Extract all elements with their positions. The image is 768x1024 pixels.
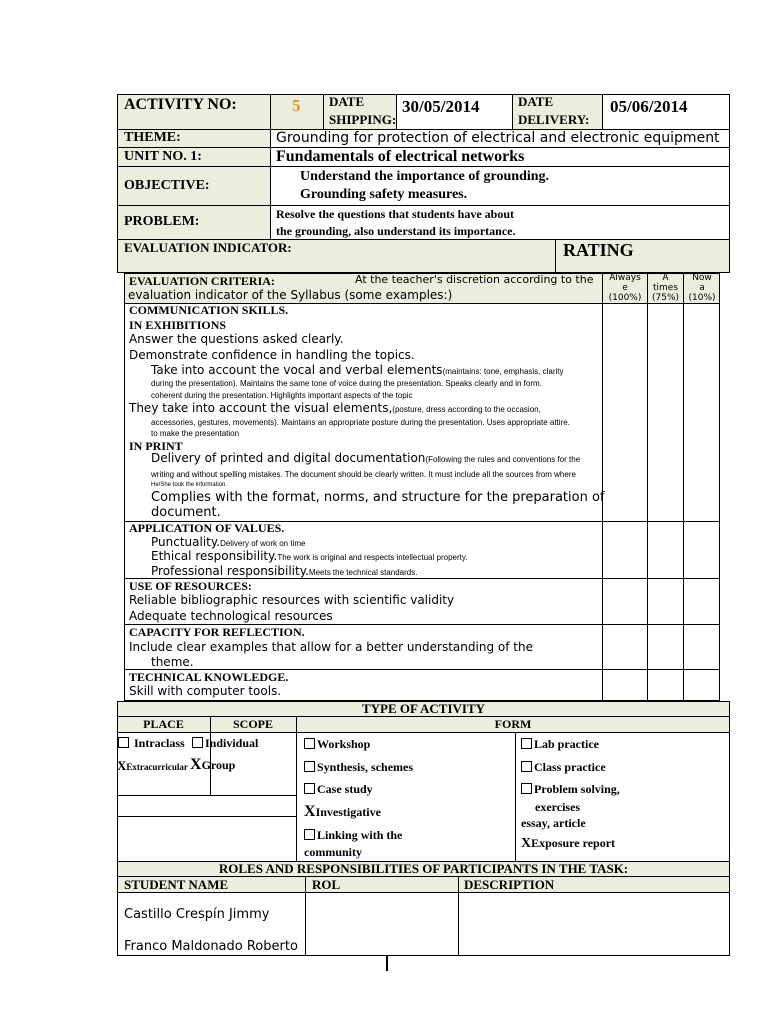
checkbox-icon[interactable] [521,783,532,794]
criterion-detail: accessories, gestures, movements). Maintains an appropriate posture during the presentation. Uses appropriate attire. [151,418,570,427]
date-shipping-value: 30/05/2014 [402,97,480,116]
criterion-item: Complies with the format, norms, and structure for the preparation of [151,490,605,505]
criterion-item: document. [151,505,221,520]
option-exercises: exercises [535,800,581,814]
option-individual[interactable]: Individual [192,736,258,751]
option-group[interactable]: XGroup [190,756,236,773]
description-header: DESCRIPTION [464,877,555,892]
subsection-in-print: IN PRINT [129,439,183,453]
criterion-item: Reliable bibliographic resources with scientific validity [129,593,455,607]
criterion-item: Answer the questions asked clearly. [129,332,344,346]
option-class-practice[interactable]: Class practice [521,760,606,775]
rol-header: ROL [312,877,341,892]
criterion-detail: to make the presentation [151,429,240,438]
subsection-exhibitions: IN EXHIBITIONS [129,318,227,332]
option-case-study[interactable]: Case study [304,782,373,797]
scope-header: SCOPE [232,717,273,731]
criterion-item: Skill with computer tools. [129,684,282,698]
criterion-detail: He/She took the information. [151,482,228,488]
roles-title: ROLES AND RESPONSIBILITIES OF PARTICIPANTS IN THE TASK: [218,861,629,876]
criterion-item: They take into account the visual elements,(posture, dress according to the occasion, [129,401,541,415]
date-shipping-label-2: SHIPPING: [329,112,397,127]
checkbox-icon[interactable] [192,737,203,748]
theme-label: THEME: [124,130,181,145]
option-linking-line2: community [304,845,362,859]
theme-value: Grounding for protection of electrical and electronic equipment [276,130,720,146]
place-header: PLACE [143,717,184,731]
checkbox-icon[interactable] [304,761,315,772]
option-problem-solving[interactable]: Problem solving, [521,782,620,797]
criterion-item: Demonstrate confidence in handling the topics. [129,348,415,362]
option-intraclass[interactable]: Intraclass [118,736,185,751]
checkbox-icon[interactable] [521,761,532,772]
activity-type-title: TYPE OF ACTIVITY [361,701,486,716]
criteria-label: EVALUATION CRITERIA: [129,274,275,288]
problem-line: the grounding, also understand its importance. [276,224,516,238]
option-investigative[interactable]: XInvestigative [304,803,381,820]
criterion-detail: coherent during the presentation. Highlights important aspects of the topic [151,391,413,400]
section-technical: TECHNICAL KNOWLEDGE. [129,670,289,684]
student-name: Franco Maldonado Roberto [124,939,298,954]
objective-item: Understand the importance of grounding. [300,169,550,184]
text-cursor [386,956,388,971]
checkbox-icon[interactable] [118,737,129,748]
date-shipping-label: DATE [329,94,365,109]
objective-label: OBJECTIVE: [124,178,210,193]
criterion-item: Ethical responsibility.The work is original and respects intellectual property. [151,549,468,563]
criterion-item: Take into account the vocal and verbal elements(maintains: tone, emphasis, clarity [151,363,564,377]
section-values: APPLICATION OF VALUES. [129,521,285,535]
problem-label: PROBLEM: [124,214,200,229]
option-linking[interactable]: Linking with the [304,828,402,843]
checkbox-icon[interactable] [304,738,315,749]
checkbox-icon[interactable] [304,783,315,794]
criterion-detail: writing and without spelling mistakes. The document should be clearly written. It must include all the sources from where [151,470,576,479]
rating-label: RATING [563,240,634,260]
rating-col-now: Now a (10%) [688,273,716,303]
date-delivery-label: DATE [518,94,554,109]
form-header: FORM [494,717,532,731]
option-synthesis[interactable]: Synthesis, schemes [304,760,413,775]
unit-label: UNIT NO. 1: [124,149,202,164]
criterion-item: theme. [151,655,194,669]
option-essay: essay, article [521,816,586,830]
problem-line: Resolve the questions that students have about [276,207,515,221]
date-delivery-label-2: DELIVERY: [518,112,590,127]
section-resources: USE OF RESOURCES: [129,579,252,593]
date-delivery-value: 05/06/2014 [610,97,688,116]
criterion-item: Delivery of printed and digital documentation(Following the rules and conventions for the [151,451,581,465]
option-extracurricular[interactable]: XExtracurricular [117,758,188,773]
rating-col-times: A times (75%) [651,273,680,303]
criterion-item: Professional responsibility.Meets the technical standards. [151,564,418,578]
rating-col-always: Always e (100%) [608,273,642,303]
criteria-text: evaluation indicator of the Syllabus (some examples:) [128,288,453,302]
criteria-text: At the teacher's discretion according to the [355,273,594,286]
section-communication: COMMUNICATION SKILLS. [129,303,289,317]
student-name-header: STUDENT NAME [124,877,229,892]
criterion-item: Include clear examples that allow for a better understanding of the [129,640,533,654]
option-lab[interactable]: Lab practice [521,737,599,752]
activity-no-label: ACTIVITY NO: [124,96,237,113]
activity-no-value: 5 [292,96,301,115]
objective-item: Grounding safety measures. [300,187,468,202]
checkbox-icon[interactable] [304,829,315,840]
student-name: Castillo Crespín Jimmy [124,907,270,922]
option-workshop[interactable]: Workshop [304,737,370,752]
checkbox-icon[interactable] [521,738,532,749]
criterion-item: Adequate technological resources [129,609,333,623]
criterion-item: Punctuality.Delivery of work on time [151,535,306,549]
criterion-detail: during the presentation). Maintains the same tone of voice during the presentation. Speaks clearly and in form. [151,379,542,388]
unit-value: Fundamentals of electrical networks [276,148,525,165]
option-exposure[interactable]: XExposure report [521,836,616,851]
evaluation-indicator-label: EVALUATION INDICATOR: [124,240,292,255]
section-reflection: CAPACITY FOR REFLECTION. [129,625,305,639]
